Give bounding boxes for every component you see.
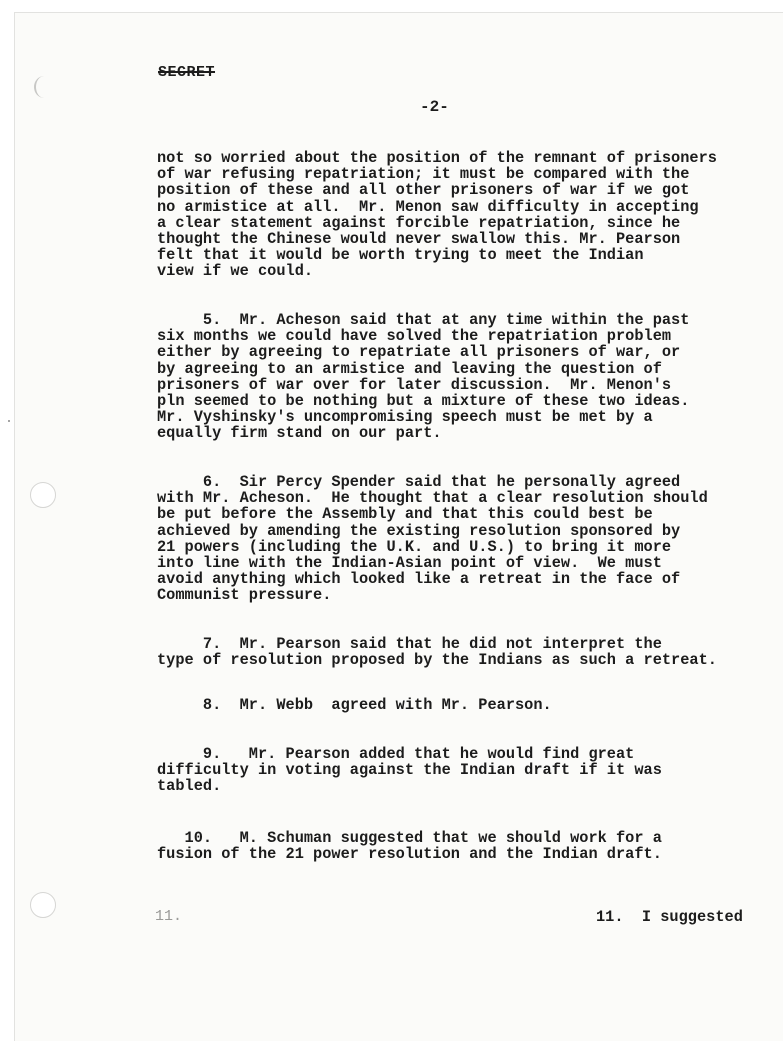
paper-speck bbox=[8, 420, 10, 422]
paragraph-continuation: not so worried about the position of the remnant of prisoners of war refusing repatriation; it must be compared with the position of these and all other prisoners of war if we got no armistice at all. Mr. Menon saw difficulty in accepting a clear statement against forcible repatriation, since he thought the Chinese would never swallow this. Mr. Pearson felt that it would be worth trying to meet the Indian view if we could. bbox=[157, 149, 717, 281]
paragraph-5: 5. Mr. Acheson said that at any time within the past six months we could have solved the repatriation problem either by agreeing to repatriate all prisoners of war, or by agreeing to an armistice and leaving the question of prisoners of war over for later discussion. Mr. Menon's pln seemed to be nothing but a mixture of these two ideas. Mr. Vyshinsky's uncompromising speech must be met by a equally firm stand on our part. bbox=[157, 311, 690, 443]
catchword: 11. I suggested bbox=[596, 908, 743, 926]
classification-marking: SECRET bbox=[158, 64, 216, 81]
paragraph-7: 7. Mr. Pearson said that he did not interpret the type of resolution proposed by the Indians as such a retreat. bbox=[157, 635, 717, 670]
paragraph-9: 9. Mr. Pearson added that he would find great difficulty in voting against the Indian draft if it was tabled. bbox=[157, 745, 662, 796]
paragraph-6: 6. Sir Percy Spender said that he personally agreed with Mr. Acheson. He thought that a clear resolution should be put before the Assembly and that this could best be achieved by amending the existing resolution sponsored by 21 powers (including the U.K. and U.S.) to bring it more into line with the Indian-Asian point of view. We must avoid anything which looked like a retreat in the face of Communist pressure. bbox=[157, 473, 708, 605]
paragraph-8: 8. Mr. Webb agreed with Mr. Pearson. bbox=[157, 696, 552, 714]
faded-margin-number: 11. bbox=[155, 908, 183, 925]
punch-hole-top bbox=[30, 482, 56, 508]
paragraph-10: 10. M. Schuman suggested that we should work for a fusion of the 21 power resolution and the Indian draft. bbox=[157, 829, 662, 864]
fold-mark bbox=[34, 76, 54, 98]
punch-hole-bottom bbox=[30, 892, 56, 918]
page-number: -2- bbox=[420, 98, 449, 116]
